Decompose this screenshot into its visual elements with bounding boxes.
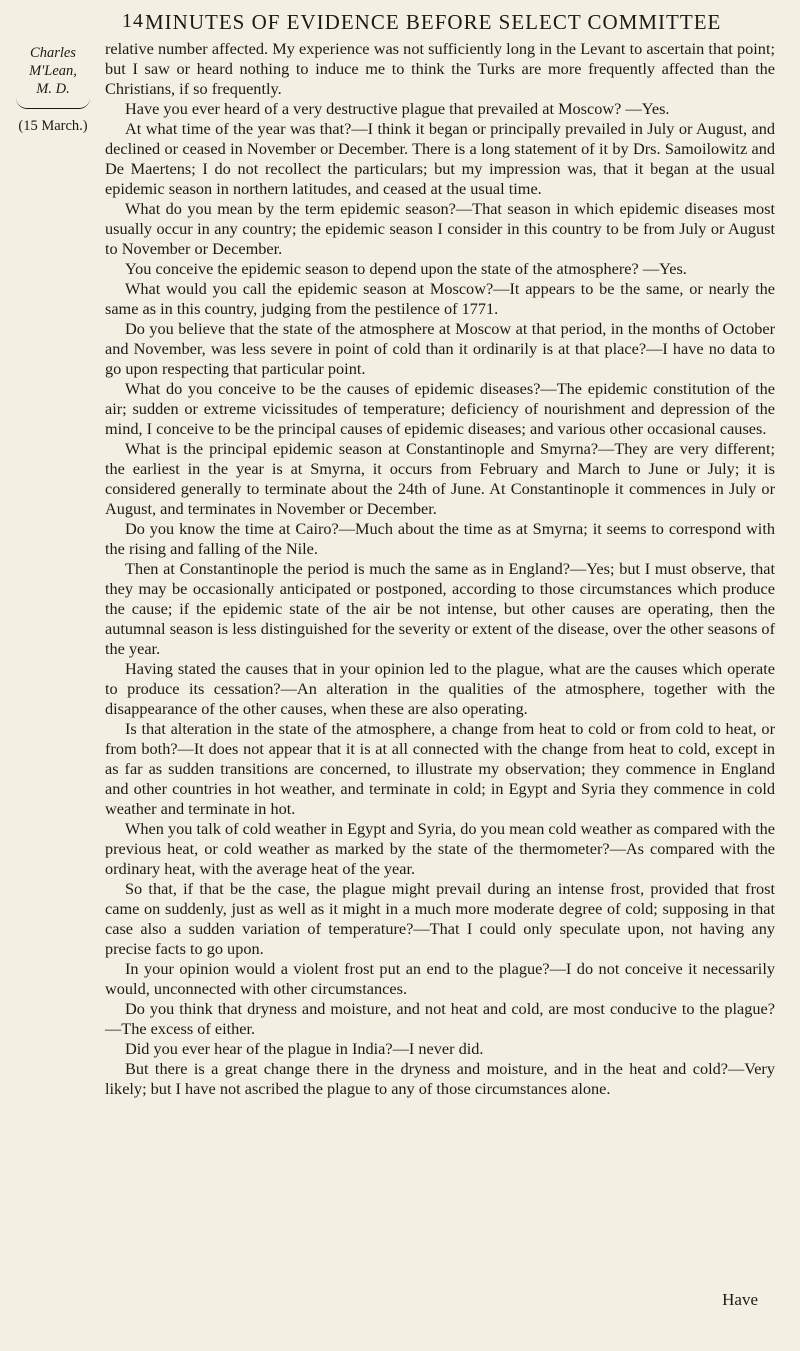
paragraph: So that, if that be the case, the plague might prevail during an intense frost, provided that frost came on suddenly, just as well as it might in a much more moderate degree of cold; supposing in that case also a sudden variation of temperature?—That I could only speculate upon, not having any precise facts to go upon.: [105, 879, 775, 958]
paragraph: relative number affected. My experience was not sufficiently long in the Levant to ascertain that point; but I saw or heard nothing to induce me to think the Turks are more frequently affected than the Christians, if so frequently.: [105, 39, 775, 98]
paragraph: What would you call the epidemic season at Moscow?—It appears to be the same, or nearly the same as in this country, judging from the pestilence of 1771.: [105, 279, 775, 318]
page-header: [0, 8, 800, 38]
paragraph: What do you mean by the term epidemic season?—That season in which epidemic diseases most usually occur in any country; the epidemic season I consider in this country to be from July or August to November or December.: [105, 199, 775, 258]
paragraph: Do you know the time at Cairo?—Much about the time as at Smyrna; it seems to correspond with the rising and falling of the Nile.: [105, 519, 775, 558]
paragraph: Do you think that dryness and moisture, and not heat and cold, are most conducive to the plague?—The excess of either.: [105, 999, 775, 1038]
margin-note: [8, 44, 98, 135]
paragraph: At what time of the year was that?—I think it began or principally prevailed in July or August, and declined or ceased in November or December. There is a long statement of it by Drs. Samoilowitz and De Maertens; I do not recollect the particulars; but my impression was, that it began at the usual epidemic season in northern latitudes, and ceased at the usual time.: [105, 119, 775, 198]
paragraph: What do you conceive to be the causes of epidemic diseases?—The epidemic constitution of the air; sudden or extreme vicissitudes of temperature; deficiency of nourishment and depression of the mind, I conceive to be the principal causes of epidemic diseases; and various other occasional causes.: [105, 379, 775, 438]
paragraph: In your opinion would a violent frost put an end to the plague?—I do not conceive it necessarily would, unconnected with other circumstances.: [105, 959, 775, 998]
evidence-text: [105, 39, 775, 1099]
paragraph: Do you believe that the state of the atmosphere at Moscow at that period, in the months of October and November, was less severe in point of cold than it ordinarily is at that place?—I have no data to go upon respecting that particular point.: [105, 319, 775, 378]
running-head: MINUTES OF EVIDENCE BEFORE SELECT COMMITTEE: [145, 10, 722, 34]
paragraph: Having stated the causes that in your opinion led to the plague, what are the causes which operate to produce its cessation?—An alteration in the qualities of the atmosphere, together with the disappearance of the other causes, when these are also operating.: [105, 659, 775, 718]
paragraph: You conceive the epidemic season to depend upon the state of the atmosphere? —Yes.: [125, 259, 687, 278]
paragraph: Then at Constantinople the period is much the same as in England?—Yes; but I must observe, that they may be occasionally anticipated or postponed, according to those circumstances which produce the cause; if the epidemic state of the air be not intense, but other causes are operating, then the autumnal season is less distinguished for the severity or extent of the disease, over the other seasons of the year.: [105, 559, 775, 658]
paragraph: Have you ever heard of a very destructive plague that prevailed at Moscow? —Yes.: [125, 99, 670, 118]
paragraph: But there is a great change there in the dryness and moisture, and in the heat and cold?—Very likely; but I have not ascribed the plague to any of those circumstances alone.: [105, 1059, 775, 1098]
page-number: 14: [122, 10, 144, 32]
catchword: Have: [722, 1290, 758, 1309]
paragraph: Did you ever hear of the plague in India?—I never did.: [125, 1039, 484, 1058]
paragraph: When you talk of cold weather in Egypt and Syria, do you mean cold weather as compared with the previous heat, or cold weather as marked by the state of the thermometer?—As compared with the ordinary heat, with the average heat of the year.: [105, 819, 775, 878]
witness-name: Charles M'Lean,: [29, 45, 77, 79]
sitting-date: (15 March.): [18, 118, 88, 134]
brace-mark: [16, 98, 90, 109]
paragraph: What is the principal epidemic season at Constantinople and Smyrna?—They are very different; the earliest in the year is at Smyrna, it occurs from February and March to June or July; it is considered generally to terminate about the 24th of June. At Constantinople it commences in July or August, and terminates in November or December.: [105, 439, 775, 518]
witness-degree: M. D.: [36, 81, 70, 97]
paragraph: Is that alteration in the state of the atmosphere, a change from heat to cold or from cold to heat, or from both?—It does not appear that it is at all connected with the change from heat to cold, except in as far as sudden transitions are concerned, to illustrate my observation; they commence in England and other countries in hot weather, and terminate in cold; in Egypt and Syria they commence in cold weather and terminate in hot.: [105, 719, 775, 818]
